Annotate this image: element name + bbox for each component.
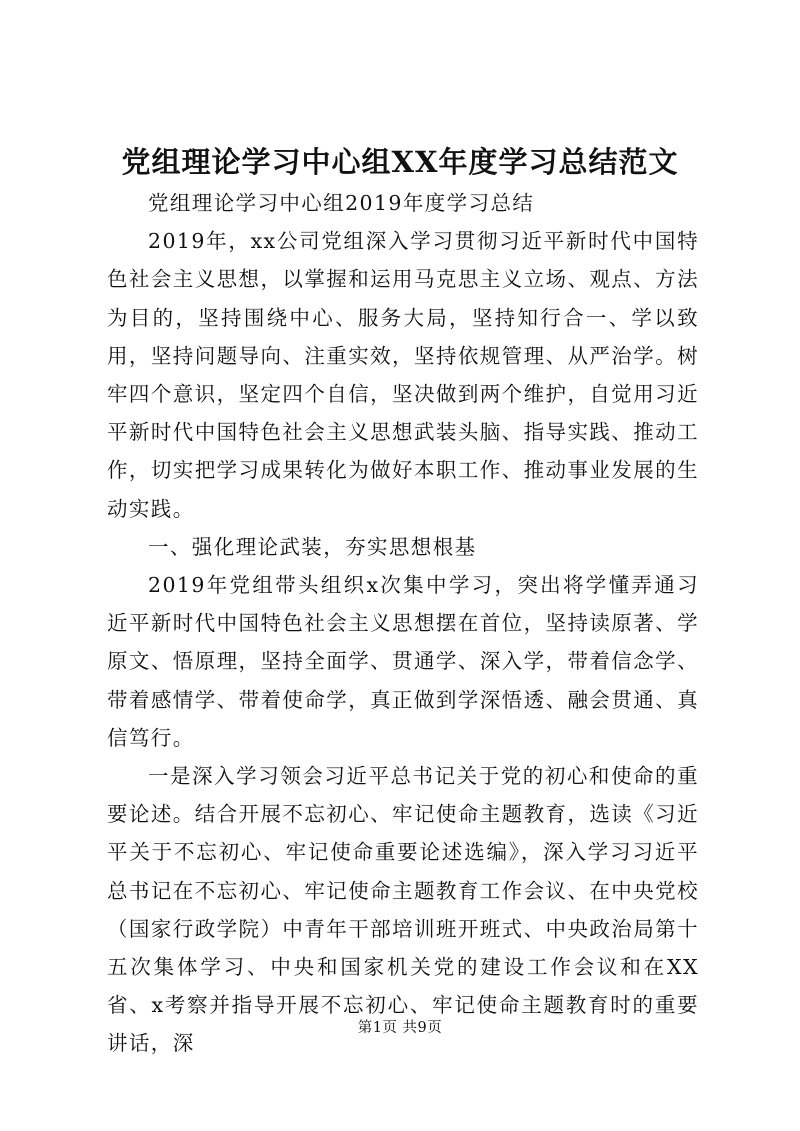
paragraph-point-one: 一是深入学习领会习近平总书记关于党的初心和使命的重要论述。结合开展不忘初心、牢记使命主题教育，选读《习近平关于不忘初心、牢记使命重要论述选编》，深入学习习近平总书记在不忘初心、牢记使命主题教育工作会议、在中央党校（国家行政学院）中青年干部培训班开班式、中央政治局第十五次集体学习、中央和国家机关党的建设工作会议和在XX省、x考察并指导开展不忘初心、牢记使命主题教育时的重要讲话，深 [107, 764, 699, 1056]
section-heading: 一、强化理论武装，夯实思想根基 [148, 534, 477, 559]
paragraph-section-body: 2019年党组带头组织x次集中学习，突出将学懂弄通习近平新时代中国特色社会主义思想摆在首位，坚持读原著、学原文、悟原理，坚持全面学、贯通学、深入学，带着信念学、带着感情学、带着使命学，真正做到学深悟透、融会贯通、真信笃行。 [107, 573, 699, 750]
paragraph-subtitle: 党组理论学习中心组2019年度学习总结 [148, 191, 535, 215]
paragraph-intro: 2019年，xx公司党组深入学习贯彻习近平新时代中国特色社会主义思想，以掌握和运用马克思主义立场、观点、方法为目的，坚持围绕中心、服务大局，坚持知行合一、学以致用，坚持问题导向、注重实效，坚持依规管理、从严治学。树牢四个意识，坚定四个自信，坚决做到两个维护，自觉用习近平新时代中国特色社会主义思想武装头脑、指导实践、推动工作，切实把学习成果转化为做好本职工作、推动事业发展的生动实践。 [107, 229, 699, 521]
page-number-footer: 第1页 共9页 [357, 1020, 443, 1036]
document-title: 党组理论学习中心组XX年度学习总结范文 [121, 145, 679, 179]
document-body [107, 184, 699, 1063]
